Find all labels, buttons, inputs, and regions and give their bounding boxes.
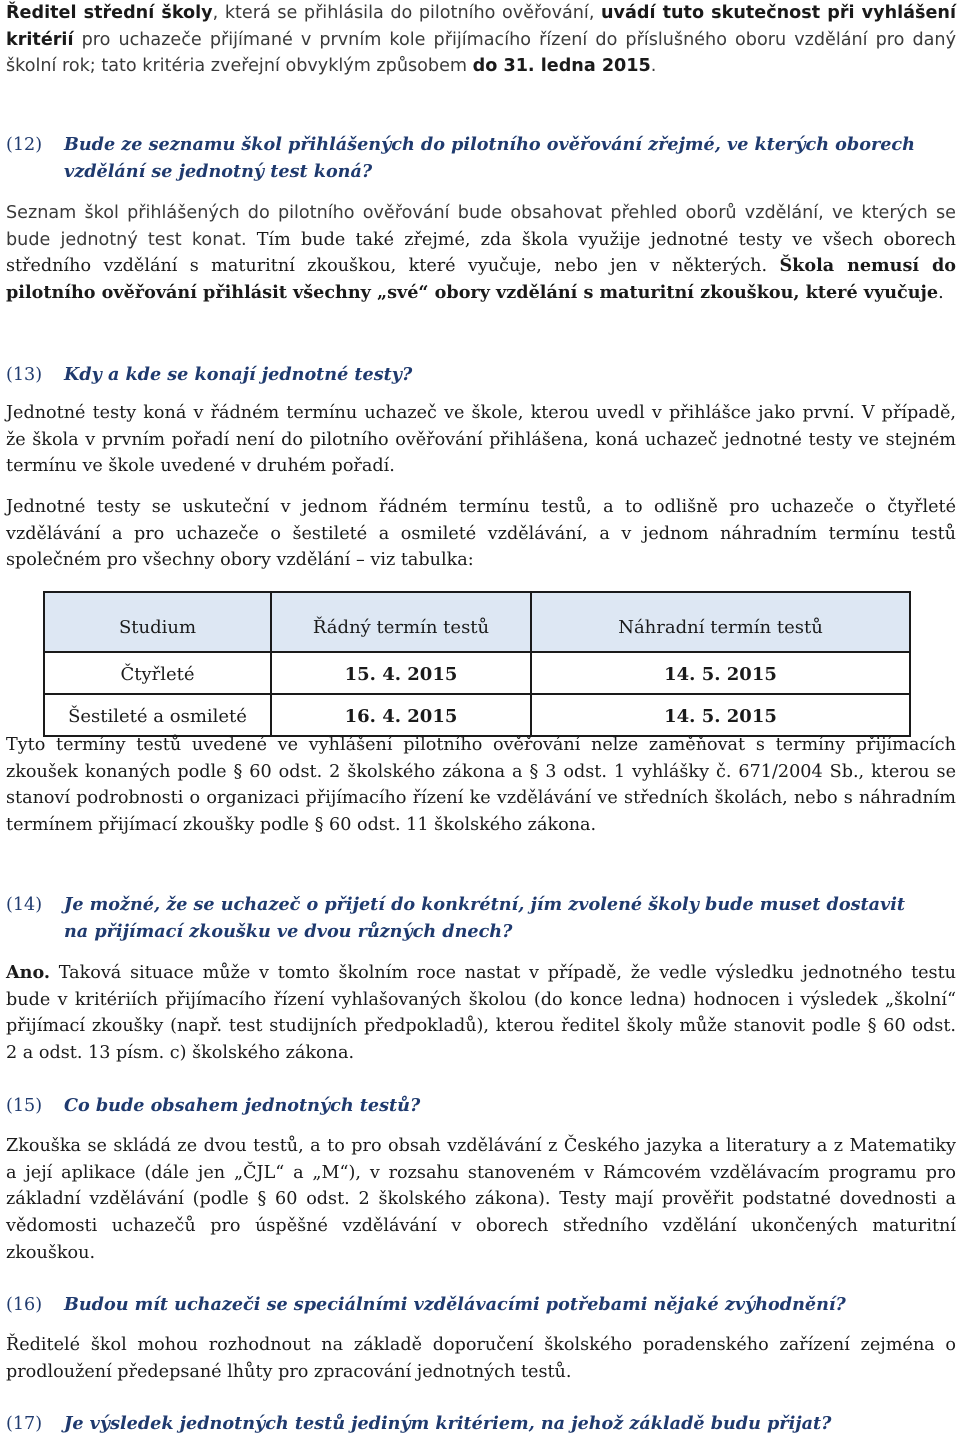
question-14-heading: (14) Je možné, že se uchazeč o přijetí do konkrétní, jím zvolené školy bude muset dostavit na přijímací zkoušku ve dvou různých dnech? (6, 894, 906, 942)
answer-13-paragraph-3: Tyto termíny testů uvedené ve vyhlášení pilotního ověřování nelze zaměňovat s termíny přijímacích zkoušek konaných podle § 60 odst. 2 školského zákona a § 3 odst. 1 vyhlášky č. 671/2004 Sb., kterou se stanoví podrobnosti o organizaci přijímacího řízení ke vzdělávání ve středních školách, nebo s náhradním termínem přijímací zkoušky podle § 60 odst. 11 školského zákona. (6, 735, 956, 836)
header-nahradni: Náhradní termín testů (531, 592, 910, 652)
cell-nahradni: 14. 5. 2015 (531, 652, 910, 694)
intro-lead: Ředitel střední školy (6, 3, 213, 23)
intro-paragraph: Ředitel střední školy, která se přihlásila do pilotního ověřování, uvádí tuto skutečnost při vyhlášení kritérií pro uchazeče přijímané v prvním kole přijímacího řízení do příslušného oboru vzdělání pro daný školní rok; tato kritéria zveřejní obvyklým způsobem do 31. ledna 2015. (6, 3, 956, 77)
answer-14-paragraph: Ano. Taková situace může v tomto školním roce nastat v případě, že vedle výsledku jednotného testu bude v kritériích přijímacího řízení vyhlašovaných školou (do konce ledna) hodnocen i výsledek „školní“ přijímací zkoušky (např. test studijních předpokladů), kterou ředitel školy může stanovit podle § 60 odst. 2 a odst. 13 písm. c) školského zákona. (6, 962, 956, 1064)
table-header-row (44, 592, 910, 652)
question-16-heading: (16) Budou mít uchazeči se speciálními vzdělávacími potřebami nějaké zvýhodnění? (6, 1294, 846, 1315)
answer-13-paragraph-1: Jednotné testy koná v řádném termínu uchazeč ve škole, kterou uvedl v přihlášce jako první. V případě, že škola v prvním pořadí není do pilotního ověřování přihlášena, koná uchazeč jednotné testy ve stejném termínu ve škole uvedené v druhém pořadí. (6, 403, 956, 477)
question-17-heading: (17) Je výsledek jednotných testů jediným kritériem, na jehož základě budu přijat? (6, 1413, 832, 1434)
header-radny: Řádný termín testů (271, 592, 531, 652)
cell-studium: Šestileté a osmileté (44, 694, 271, 736)
table-row (44, 652, 910, 694)
answer-15-paragraph: Zkouška se skládá ze dvou testů, a to pro obsah vzdělávání z Českého jazyka a literatury a z Matematiky a její aplikace (dále jen „ČJL“ a „M“), v rozsahu stanoveném v Rámcovém vzdělávacím programu pro základní vzdělávání (podle § 60 odst. 2 školského zákona). Testy mají prověřit podstatné dovednosti a vědomosti uchazečů pro úspěšné vzdělávání v oborech středního vzdělání ukončených maturitní zkouškou. (6, 1136, 956, 1263)
cell-radny: 16. 4. 2015 (271, 694, 531, 736)
question-13-heading: (13) Kdy a kde se konají jednotné testy? (6, 364, 413, 385)
answer-12-paragraph: Seznam škol přihlášených do pilotního ověřování bude obsahovat přehled oborů vzdělání, ve kterých se bude jednotný test konat. Tím bude také zřejmé, zda škola využije jednotné testy ve všech oborech středního vzdělání s maturitní zkouškou, které vyučuje, nebo jen v některých. Škola nemusí do pilotního ověřování přihlásit všechny „své“ obory vzdělání s maturitní zkouškou, které vyučuje. (6, 203, 957, 304)
answer-13-paragraph-2: Jednotné testy se uskuteční v jednom řádném termínu testů, a to odlišně pro uchazeče o čtyřleté vzdělávání a pro uchazeče o šestileté a osmileté vzdělávání, a v jednom náhradním termínu testů společném pro všechny obory vzdělání – viz tabulka: (6, 497, 956, 571)
test-dates-table (43, 591, 911, 737)
question-12-heading: (12) Bude ze seznamu škol přihlášených do pilotního ověřování zřejmé, ve kterých oborech vzdělání se jednotný test koná? (6, 134, 915, 182)
answer-16-paragraph: Ředitelé škol mohou rozhodnout na základě doporučení školského poradenského zařízení zejména o prodloužení předepsané lhůty pro zpracování jednotných testů. (6, 1335, 956, 1382)
cell-radny: 15. 4. 2015 (271, 652, 531, 694)
cell-studium: Čtyřleté (44, 652, 271, 694)
cell-nahradni: 14. 5. 2015 (531, 694, 910, 736)
header-studium: Studium (44, 592, 271, 652)
question-15-heading: (15) Co bude obsahem jednotných testů? (6, 1095, 421, 1116)
table-row (44, 694, 910, 736)
